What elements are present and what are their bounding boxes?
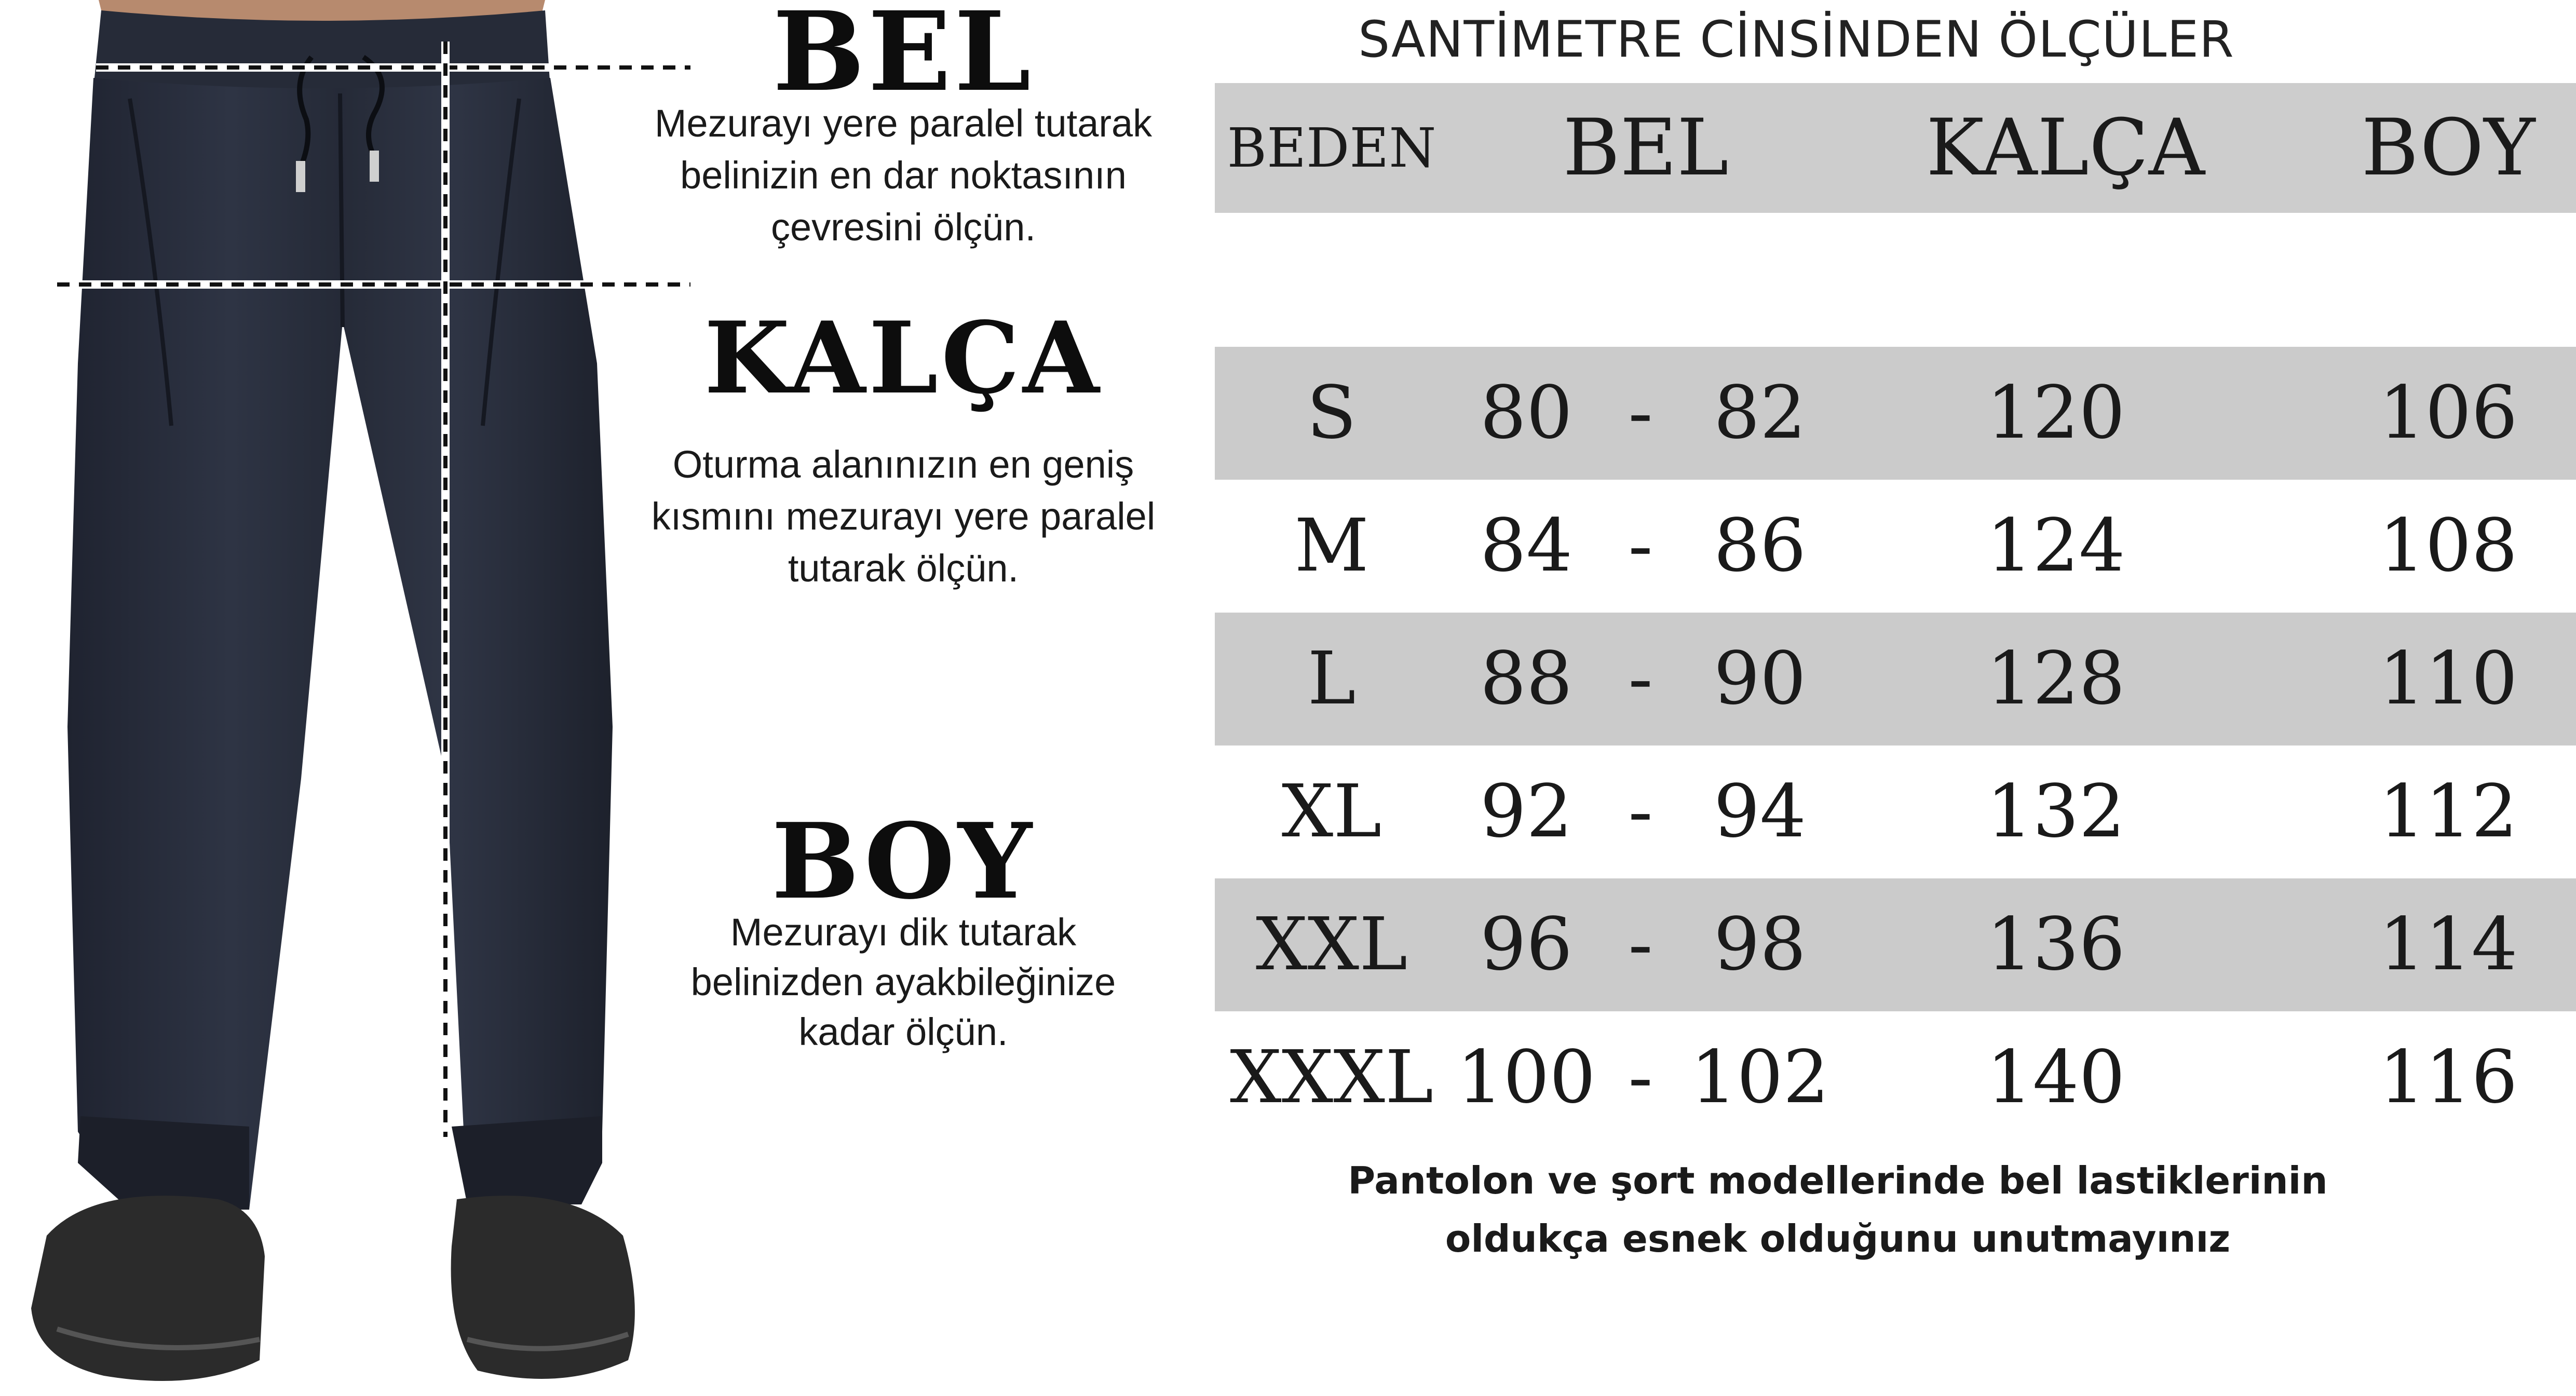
bel-desc-line-2: belinizin en dar noktasının [680, 154, 1127, 197]
cell-waist-max: 102 [1690, 1035, 1829, 1120]
cell-waist-min: 88 [1480, 636, 1573, 721]
header-size: BEDEN [1227, 116, 1436, 180]
boy-desc-line-3: kadar ölçün. [798, 1010, 1008, 1053]
note-line-1: Pantolon ve şort modellerinde bel lastiklerinin [1348, 1159, 2328, 1202]
bel-title: BEL [772, 0, 1034, 116]
cell-length: 112 [2379, 769, 2518, 854]
table-row [1215, 347, 2576, 480]
boy-description [587, 907, 1220, 1057]
note-line-2: oldukça esnek olduğunu unutmayınız [1445, 1217, 2231, 1261]
cell-size: XXL [1255, 902, 1408, 987]
bel-desc-line-3: çevresini ölçün. [770, 206, 1036, 249]
header-waist: BEL [1563, 103, 1729, 193]
cell-waist-min: 92 [1480, 769, 1573, 854]
cell-size: L [1307, 636, 1356, 721]
cell-length: 106 [2379, 371, 2518, 455]
cell-hip: 124 [1986, 504, 2125, 588]
cell-waist-max: 90 [1713, 636, 1807, 721]
boy-desc-line-1: Mezurayı dik tutarak [730, 911, 1077, 954]
cell-length: 110 [2379, 636, 2518, 721]
kalca-desc-line-2: kısmını mezurayı yere paralel [651, 495, 1156, 538]
bel-description [587, 98, 1220, 253]
bel-desc-line-1: Mezurayı yere paralel tutarak [654, 102, 1153, 145]
kalca-title: KALÇA [704, 300, 1103, 416]
table-row [1215, 1011, 2576, 1144]
boy-desc-line-2: belinizden ayakbileğinize [690, 960, 1116, 1004]
table-row [1215, 878, 2576, 1011]
cell-waist-max: 94 [1713, 769, 1807, 854]
cell-dash: - [1628, 636, 1653, 721]
cell-hip: 128 [1986, 636, 2125, 721]
kalca-desc-line-1: Oturma alanınızın en geniş [672, 443, 1134, 486]
table-row [1215, 746, 2576, 878]
cell-waist-max: 86 [1713, 504, 1807, 588]
cell-hip: 132 [1986, 769, 2125, 854]
kalca-desc-line-3: tutarak ölçün. [788, 547, 1019, 590]
cell-length: 114 [2379, 902, 2518, 987]
kalca-description [587, 439, 1220, 594]
cell-hip: 140 [1986, 1035, 2125, 1120]
table-row [1215, 613, 2576, 746]
cell-size: XL [1281, 769, 1382, 854]
right-shoe [451, 1196, 635, 1379]
cell-dash: - [1628, 504, 1653, 588]
cell-size: XXXL [1230, 1035, 1433, 1120]
cell-hip: 136 [1986, 902, 2125, 987]
cell-dash: - [1628, 769, 1653, 854]
cell-size: S [1307, 371, 1357, 455]
cell-dash: - [1628, 371, 1653, 455]
header-hip: KALÇA [1926, 103, 2205, 193]
left-shoe [31, 1196, 265, 1381]
boy-title: BOY [771, 801, 1035, 923]
cell-dash: - [1628, 1035, 1653, 1120]
cell-waist-min: 96 [1480, 902, 1573, 987]
cell-waist-min: 100 [1457, 1035, 1596, 1120]
cell-dash: - [1628, 902, 1653, 987]
table-title: SANTİMETRE CİNSİNDEN ÖLÇÜLER [1358, 10, 2234, 69]
cell-waist-min: 84 [1480, 504, 1573, 588]
size-table-body [1215, 347, 2576, 1144]
cell-hip: 120 [1986, 371, 2125, 455]
elastic-note [1319, 1151, 2357, 1268]
header-length: BOY [2361, 103, 2536, 193]
table-header [1215, 83, 2576, 213]
table-row [1215, 480, 2576, 613]
cell-size: M [1294, 504, 1369, 588]
cell-length: 108 [2379, 504, 2518, 588]
cell-waist-max: 82 [1713, 371, 1807, 455]
cell-waist-min: 80 [1480, 371, 1573, 455]
cell-waist-max: 98 [1713, 902, 1807, 987]
cell-length: 116 [2379, 1035, 2518, 1120]
